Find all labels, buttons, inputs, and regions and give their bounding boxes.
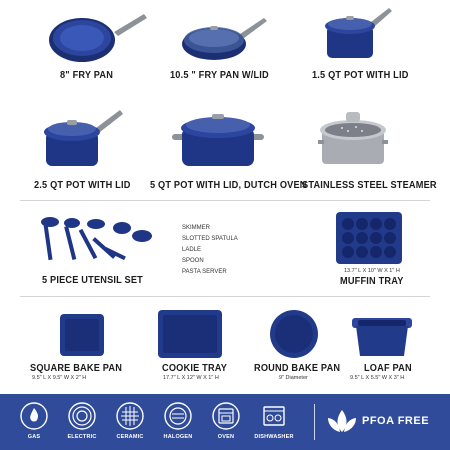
oven-label: OVEN xyxy=(217,434,235,440)
pot-15-image xyxy=(323,4,393,64)
row-divider xyxy=(20,296,430,297)
leaf-icon xyxy=(326,408,358,434)
muffin-tray-dims: 13.7" L X 10" W X 1" H xyxy=(344,268,400,274)
pot-5-label: 5 QT POT WITH LID, DUTCH OVEN xyxy=(150,180,307,191)
bar-separator xyxy=(314,404,315,440)
utensil-item: SLOTTED SPATULA xyxy=(182,236,238,242)
loaf-pan-dims: 9.5" L X 5.5" W X 3" H xyxy=(350,375,405,381)
pot-25-image xyxy=(40,100,125,170)
round-bake-pan-image xyxy=(268,308,320,360)
pot-15-label: 1.5 QT POT WITH LID xyxy=(312,70,409,81)
steamer-image xyxy=(316,104,391,170)
fry-pan-105-image xyxy=(180,14,270,64)
gas-label: GAS xyxy=(27,434,41,440)
halogen-icon xyxy=(164,402,192,430)
dishwasher-label: DISHWASHER xyxy=(254,434,294,440)
round-bake-pan-label: ROUND BAKE PAN xyxy=(254,363,341,374)
electric-coil-icon xyxy=(68,402,96,430)
row-divider xyxy=(20,200,430,201)
utensil-item: SKIMMER xyxy=(182,225,211,231)
utensil-item: PASTA SERVER xyxy=(182,269,227,275)
muffin-tray-label: MUFFIN TRAY xyxy=(340,276,404,287)
electric-label: ELECTRIC xyxy=(67,434,97,440)
utensil-item: SPOON xyxy=(182,258,204,264)
steamer-label: STAINLESS STEEL STEAMER xyxy=(302,180,437,191)
cooktop-compatibility-bar xyxy=(0,394,450,450)
loaf-pan-label: LOAF PAN xyxy=(364,363,412,374)
dishwasher-icon xyxy=(260,402,288,430)
square-bake-pan-image xyxy=(58,310,108,360)
halogen-label: HALOGEN xyxy=(163,434,193,440)
oven-icon xyxy=(212,402,240,430)
cookie-tray-dims: 17.7" L X 12" W X 1" H xyxy=(163,375,219,381)
square-bake-pan-dims: 9.5" L X 9.5" W X 2" H xyxy=(32,375,87,381)
ceramic-cooktop-icon xyxy=(116,402,144,430)
gas-flame-icon xyxy=(20,402,48,430)
round-bake-pan-dims: 9" Diameter xyxy=(279,375,308,381)
pot-25-label: 2.5 QT POT WITH LID xyxy=(34,180,131,191)
utensil-set-label: 5 PIECE UTENSIL SET xyxy=(42,275,143,286)
muffin-tray-image xyxy=(334,210,404,266)
cookie-tray-label: COOKIE TRAY xyxy=(162,363,228,374)
utensil-item: LADLE xyxy=(182,247,202,253)
fry-pan-105-label: 10.5 " FRY PAN W/LID xyxy=(170,70,269,81)
loaf-pan-image xyxy=(350,316,414,358)
utensil-set-image xyxy=(38,214,156,264)
square-bake-pan-label: SQUARE BAKE PAN xyxy=(30,363,123,374)
pot-5-image xyxy=(168,108,268,170)
utensil-list xyxy=(182,223,238,278)
ceramic-label: CERAMIC xyxy=(116,434,144,440)
fry-pan-8-label: 8" FRY PAN xyxy=(60,70,114,81)
fry-pan-8-image xyxy=(40,8,150,64)
cookie-tray-image xyxy=(156,308,224,360)
pfoa-free-label: PFOA FREE xyxy=(362,415,430,427)
